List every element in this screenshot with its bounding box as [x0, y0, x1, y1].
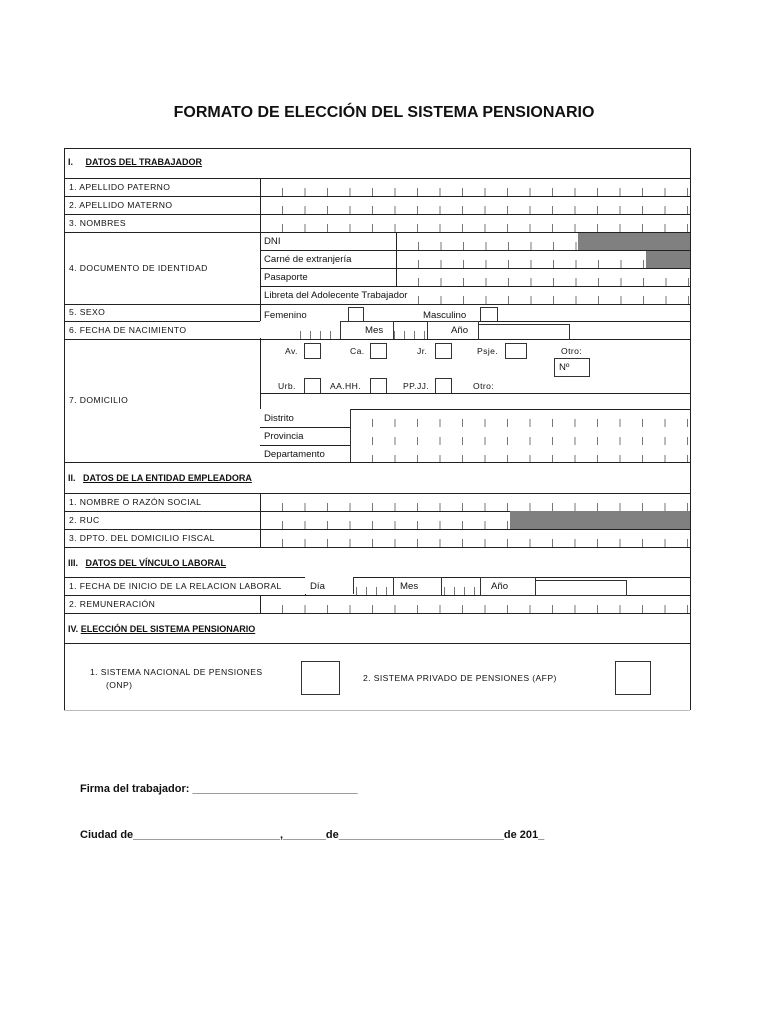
- inicio-mes-input[interactable]: [444, 587, 478, 595]
- nac-dia-input[interactable]: [300, 331, 340, 339]
- fecha-inicio-label: 1. FECHA DE INICIO DE LA RELACION LABORAL: [69, 581, 282, 591]
- doc-pasaporte-label: Pasaporte: [264, 272, 308, 283]
- inicio-anio-input[interactable]: [535, 580, 627, 596]
- inicio-mes-label: Mes: [400, 581, 419, 592]
- ppjj-label: PP.JJ.: [403, 381, 430, 391]
- inicio-dia-input[interactable]: [356, 587, 392, 595]
- sexo-femenino-label: Femenino: [264, 310, 307, 321]
- distrito-input[interactable]: [372, 419, 690, 427]
- inicio-dia-label: Día: [310, 581, 325, 592]
- section-2-header: II. DATOS DE LA ENTIDAD EMPLEADORA: [68, 473, 252, 483]
- onp-label-line1: 1. SISTEMA NACIONAL DE PENSIONES: [90, 667, 263, 677]
- apellido-materno-input[interactable]: [282, 206, 690, 214]
- domicilio-label: 7. DOMICILIO: [69, 395, 129, 405]
- afp-checkbox[interactable]: [615, 661, 651, 695]
- fecha-nacimiento-label: 6. FECHA DE NACIMIENTO: [69, 325, 187, 335]
- onp-label-line2: (ONP): [106, 680, 133, 690]
- nombres-label: 3. NOMBRES: [69, 218, 127, 228]
- femenino-checkbox[interactable]: [348, 307, 364, 322]
- ciudad-fecha-line[interactable]: Ciudad de________________________,_______de___________________________de 201_: [80, 829, 545, 841]
- sexo-masculino-label: Masculino: [423, 310, 467, 321]
- dni-input[interactable]: [418, 242, 578, 250]
- remuneracion-input[interactable]: [282, 605, 690, 613]
- razon-social-label: 1. NOMBRE O RAZÓN SOCIAL: [69, 497, 202, 507]
- documento-label: 4. DOCUMENTO DE IDENTIDAD: [69, 263, 208, 273]
- ca-label: Ca.: [350, 346, 365, 356]
- libreta-input[interactable]: [418, 296, 690, 304]
- afp-label: 2. SISTEMA PRIVADO DE PENSIONES (AFP): [363, 673, 557, 683]
- ruc-input[interactable]: [282, 521, 510, 529]
- av-label: Av.: [285, 346, 298, 356]
- nac-mes-input[interactable]: [394, 331, 426, 339]
- inicio-anio-label: Año: [491, 581, 509, 592]
- av-checkbox[interactable]: [304, 343, 321, 359]
- numero-label: Nº: [559, 362, 570, 373]
- doc-carne-label: Carné de extranjería: [264, 254, 352, 265]
- ppjj-checkbox[interactable]: [435, 378, 452, 394]
- onp-checkbox[interactable]: [301, 661, 340, 695]
- otro2-label: Otro:: [473, 381, 495, 391]
- psje-label: Psje.: [477, 346, 499, 356]
- departamento-label: Departamento: [264, 449, 325, 460]
- section-3-header: III. DATOS DEL VÍNCULO LABORAL: [68, 558, 227, 568]
- nac-anio-label: Año: [451, 325, 469, 336]
- carne-input[interactable]: [418, 260, 646, 268]
- aahh-label: AA.HH.: [330, 381, 362, 391]
- nombres-input[interactable]: [282, 224, 690, 232]
- provincia-input[interactable]: [372, 437, 690, 445]
- page-title: FORMATO DE ELECCIÓN DEL SISTEMA PENSIONARIO: [173, 104, 595, 121]
- aahh-checkbox[interactable]: [370, 378, 387, 394]
- section-1-header: I. DATOS DEL TRABAJADOR: [68, 157, 203, 167]
- razon-social-input[interactable]: [282, 503, 690, 511]
- dpto-fiscal-label: 3. DPTO. DEL DOMICILIO FISCAL: [69, 533, 215, 543]
- urb-checkbox[interactable]: [304, 378, 321, 394]
- dpto-fiscal-input[interactable]: [282, 539, 690, 547]
- doc-libreta-label: Libreta del Adolecente Trabajador: [264, 290, 408, 301]
- firma-line[interactable]: Firma del trabajador: ___________________________: [80, 783, 358, 795]
- masculino-checkbox[interactable]: [480, 307, 498, 322]
- ruc-label: 2. RUC: [69, 515, 100, 525]
- psje-checkbox[interactable]: [505, 343, 527, 359]
- otro1-label: Otro:: [561, 346, 583, 356]
- urb-label: Urb.: [278, 381, 296, 391]
- jr-label: Jr.: [417, 346, 428, 356]
- nac-anio-input[interactable]: [478, 324, 570, 340]
- remuneracion-label: 2. REMUNERACIÓN: [69, 599, 156, 609]
- apellido-paterno-label: 1. APELLIDO PATERNO: [69, 182, 171, 192]
- ca-checkbox[interactable]: [370, 343, 387, 359]
- pasaporte-input[interactable]: [418, 278, 690, 286]
- sexo-label: 5. SEXO: [69, 307, 106, 317]
- distrito-label: Distrito: [264, 413, 294, 424]
- provincia-label: Provincia: [264, 431, 304, 442]
- section-4-header: IV. ELECCIÓN DEL SISTEMA PENSIONARIO: [68, 624, 256, 634]
- doc-dni-label: DNI: [264, 236, 281, 247]
- apellido-paterno-input[interactable]: [282, 188, 690, 196]
- jr-checkbox[interactable]: [435, 343, 452, 359]
- apellido-materno-label: 2. APELLIDO MATERNO: [69, 200, 173, 210]
- nac-mes-label: Mes: [365, 325, 384, 336]
